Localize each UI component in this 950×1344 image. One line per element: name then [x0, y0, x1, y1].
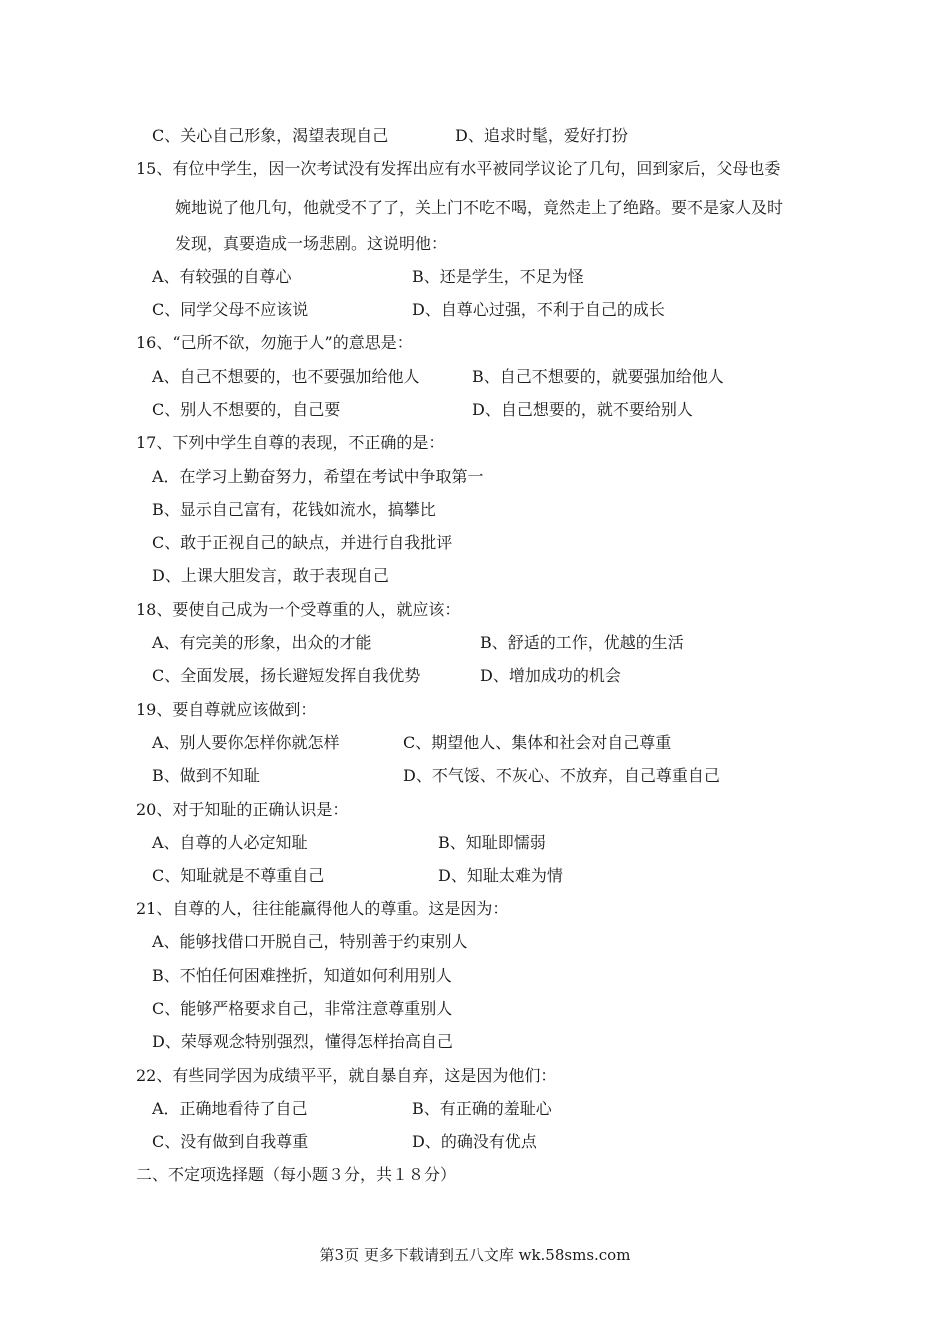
q16-option-a: A、自己不想要的，也不要强加给他人 — [152, 367, 420, 386]
option-c-prev: C、关心自己形象，渴望表现自己 — [152, 126, 389, 145]
q15-stem-line2: 婉地说了他几句，他就受不了了，关上门不吃不喝，竟然走上了绝路。要不是家人及时 — [175, 198, 784, 217]
q17-option-a: A．在学习上勤奋努力，希望在考试中争取第一 — [152, 467, 484, 486]
q15-option-b: B、还是学生，不足为怪 — [412, 267, 584, 286]
q17-option-b: B、显示自己富有，花钱如流水，搞攀比 — [152, 500, 436, 519]
q15-option-c: C、同学父母不应该说 — [152, 300, 309, 319]
q22-stem: 22、有些同学因为成绩平平，就自暴自弃，这是因为他们： — [136, 1066, 557, 1085]
page-footer: 第3页 更多下载请到五八文库 wk.58sms.com — [319, 1246, 631, 1264]
q21-option-c: C、能够严格要求自己，非常注意尊重别人 — [152, 999, 453, 1018]
q21-option-d: D、荣辱观念特别强烈，懂得怎样抬高自己 — [152, 1032, 453, 1051]
option-d-prev: D、追求时髦，爱好打扮 — [455, 126, 628, 145]
q21-option-b: B、不怕任何困难挫折，知道如何利用别人 — [152, 966, 452, 985]
q16-option-b: B、自己不想要的，就要强加给他人 — [472, 367, 724, 386]
q16-option-c: C、别人不想要的，自己要 — [152, 400, 341, 419]
q15-stem-line3: 发现，真要造成一场悲剧。这说明他： — [175, 234, 448, 253]
q16-option-d: D、自己想要的，就不要给别人 — [472, 400, 693, 419]
q20-option-d: D、知耻太难为情 — [438, 866, 563, 885]
q17-option-c: C、敢于正视自己的缺点，并进行自我批评 — [152, 533, 453, 552]
q22-option-c: C、没有做到自我尊重 — [152, 1132, 309, 1151]
q19-option-d: D、不气馁、不灰心、不放弃，自己尊重自己 — [403, 766, 720, 785]
q22-option-b: B、有正确的羞耻心 — [412, 1099, 552, 1118]
q19-option-a: A、别人要你怎样你就怎样 — [152, 733, 340, 752]
q17-option-d: D、上课大胆发言，敢于表现自己 — [152, 566, 389, 585]
q20-option-a: A、自尊的人必定知耻 — [152, 833, 308, 852]
q20-option-c: C、知耻就是不尊重自己 — [152, 866, 325, 885]
q22-option-d: D、的确没有优点 — [412, 1132, 537, 1151]
q18-option-b: B、舒适的工作，优越的生活 — [480, 633, 684, 652]
q21-option-a: A、能够找借口开脱自己，特别善于约束别人 — [152, 932, 468, 951]
q17-stem: 17、下列中学生自尊的表现，不正确的是： — [136, 433, 445, 452]
q19-option-b: B、做到不知耻 — [152, 766, 260, 785]
q18-stem: 18、要使自己成为一个受尊重的人，就应该： — [136, 600, 461, 619]
q16-stem: 16、“己所不欲，勿施于人”的意思是： — [136, 333, 413, 352]
q22-option-a: A．正确地看待了自己 — [152, 1099, 308, 1118]
q19-option-c: C、期望他人、集体和社会对自己尊重 — [403, 733, 672, 752]
q15-stem-line1: 15、有位中学生，因一次考试没有发挥出应有水平被同学议论了几句，回到家后，父母也委 — [136, 159, 781, 178]
q20-stem: 20、对于知耻的正确认识是： — [136, 800, 349, 819]
q20-option-b: B、知耻即懦弱 — [438, 833, 546, 852]
q21-stem: 21、自尊的人，往往能赢得他人的尊重。这是因为： — [136, 899, 509, 918]
q19-stem: 19、要自尊就应该做到： — [136, 700, 317, 719]
q15-option-d: D、自尊心过强，不利于自己的成长 — [412, 300, 665, 319]
q18-option-d: D、增加成功的机会 — [480, 666, 621, 685]
q18-option-c: C、全面发展，扬长避短发挥自我优势 — [152, 666, 421, 685]
q15-option-a: A、有较强的自尊心 — [152, 267, 292, 286]
section-heading: 二、不定项选择题（每小题３分，共１８分） — [136, 1165, 457, 1184]
q18-option-a: A、有完美的形象，出众的才能 — [152, 633, 372, 652]
